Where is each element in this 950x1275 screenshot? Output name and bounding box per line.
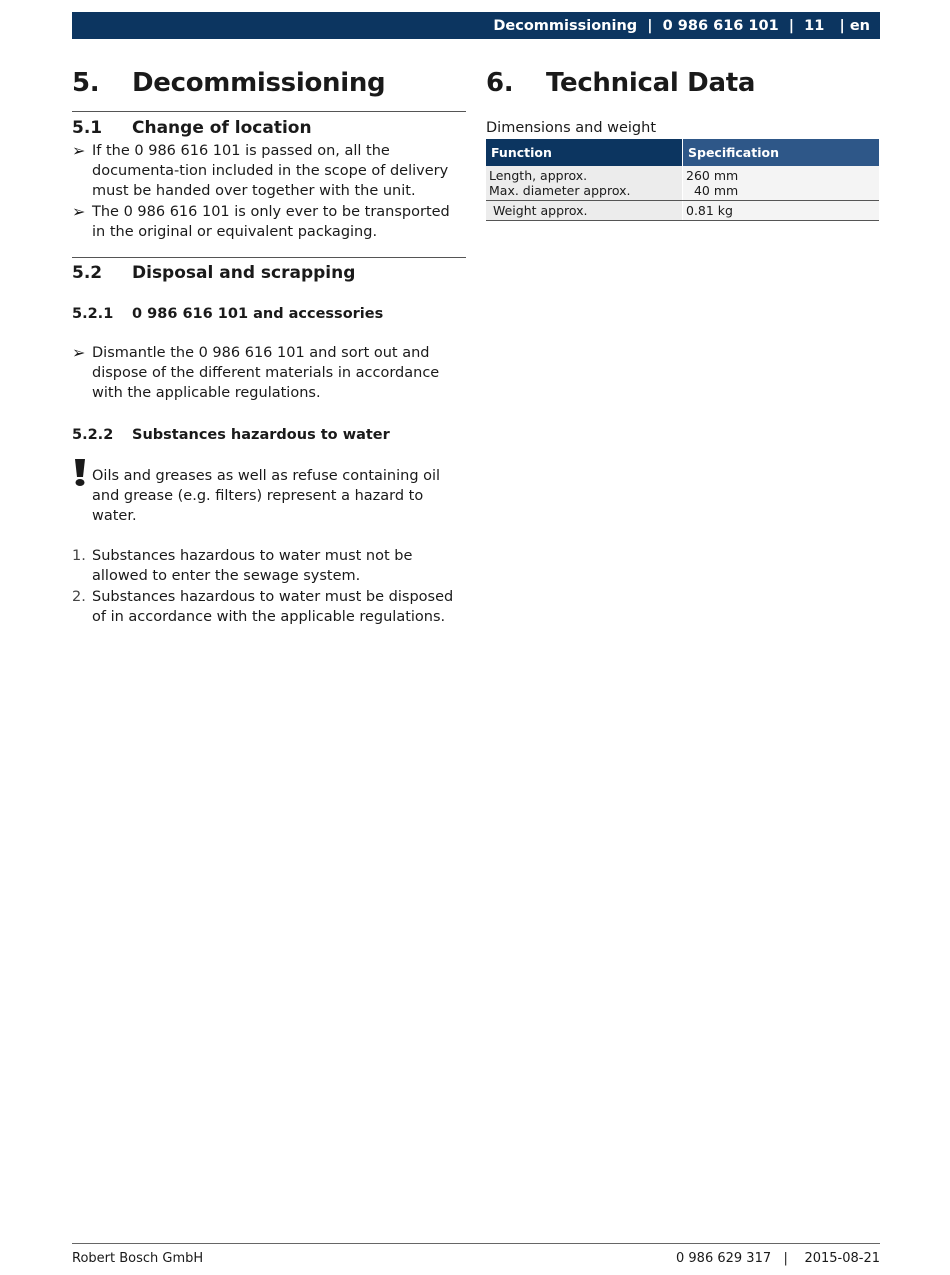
warning-text: Oils and greases as well as refuse containing oil and grease (e.g. filters) represent a hazard to water. xyxy=(92,467,441,525)
list-item-text: Dismantle the 0 986 616 101 and sort out and dispose of the different materials in accordance with the applicable regulations. xyxy=(92,345,440,402)
arrowhead-icon: ➢ xyxy=(72,343,86,363)
section-5-number: 5. xyxy=(72,68,100,98)
numbered-item xyxy=(72,587,466,627)
cell-line: 40 mm xyxy=(686,183,739,198)
item-text: Substances hazardous to water must not be allowed to enter the sewage system. xyxy=(92,548,413,585)
column-header-specification: Specification xyxy=(683,139,880,166)
header-text: Decommissioning | 0 986 616 101 | 11 | en xyxy=(493,17,870,34)
column-header-function: Function xyxy=(486,139,683,166)
section-6-title: Technical Data xyxy=(546,68,756,98)
section-5-2-2-number: 5.2.2 xyxy=(72,426,114,443)
table-cell-specification xyxy=(683,166,880,201)
page-header-bar xyxy=(72,12,880,39)
technical-data-table xyxy=(486,139,879,221)
section-5-title: Decommissioning xyxy=(132,68,386,98)
footer-company: Robert Bosch GmbH xyxy=(72,1251,204,1266)
footer-date: 2015-08-21 xyxy=(804,1251,880,1266)
section-5-2-title: Disposal and scrapping xyxy=(132,263,356,284)
item-number: 1. xyxy=(72,548,86,565)
cell-line: Max. diameter approx. xyxy=(489,183,631,198)
numbered-item xyxy=(72,546,466,586)
list-item xyxy=(72,141,466,202)
cell-line: Weight approx. xyxy=(489,203,588,218)
list-item-text: If the 0 986 616 101 is passed on, all the documenta-tion included in the scope of delivery must be handed over together with the unit. xyxy=(92,143,449,200)
table-row xyxy=(486,166,879,201)
section-5-2-1-title: 0 986 616 101 and accessories xyxy=(132,306,384,323)
table-caption: Dimensions and weight xyxy=(486,120,657,136)
table-cell-function xyxy=(486,166,683,201)
section-5-1-heading xyxy=(72,115,466,141)
arrowhead-icon: ➢ xyxy=(72,201,86,221)
section-5-2-2-heading xyxy=(72,424,466,446)
section-5-1-title: Change of location xyxy=(132,118,312,138)
item-number: 2. xyxy=(72,588,86,605)
cell-line: 0.81 kg xyxy=(686,203,733,218)
list-item xyxy=(72,202,466,242)
section-5-2-number: 5.2 xyxy=(72,263,103,284)
exclamation-icon xyxy=(72,458,92,527)
section-6-number: 6. xyxy=(486,68,514,98)
arrowhead-icon: ➢ xyxy=(72,141,86,160)
section-5-2-heading xyxy=(72,260,466,286)
section-5-2-2-title: Substances hazardous to water xyxy=(132,426,390,443)
right-column xyxy=(486,64,880,221)
footer-info xyxy=(676,1251,880,1266)
section-5-2-1-heading xyxy=(72,303,466,325)
list-item-text: The 0 986 616 101 is only ever to be transported in the original or equivalent packaging. xyxy=(92,203,450,240)
table-cell-specification xyxy=(683,201,880,221)
list-item xyxy=(72,343,466,404)
cell-line: Length, approx. xyxy=(489,168,588,183)
table-header-row xyxy=(486,139,879,166)
left-column xyxy=(72,64,466,627)
footer-separator: | xyxy=(783,1251,788,1266)
section-5-heading xyxy=(72,64,466,104)
footer-divider xyxy=(72,1243,880,1244)
section-5-1-number: 5.1 xyxy=(72,118,103,138)
cell-line: 260 mm xyxy=(686,168,739,183)
warning-note xyxy=(72,458,466,527)
table-row xyxy=(486,201,879,221)
footer-doc-number: 0 986 629 317 xyxy=(676,1251,772,1266)
table-cell-function xyxy=(486,201,683,221)
section-6-heading xyxy=(486,64,880,104)
section-5-2-1-number: 5.2.1 xyxy=(72,306,114,323)
item-text: Substances hazardous to water must be disposed of in accordance with the applicable regulations. xyxy=(92,588,454,625)
